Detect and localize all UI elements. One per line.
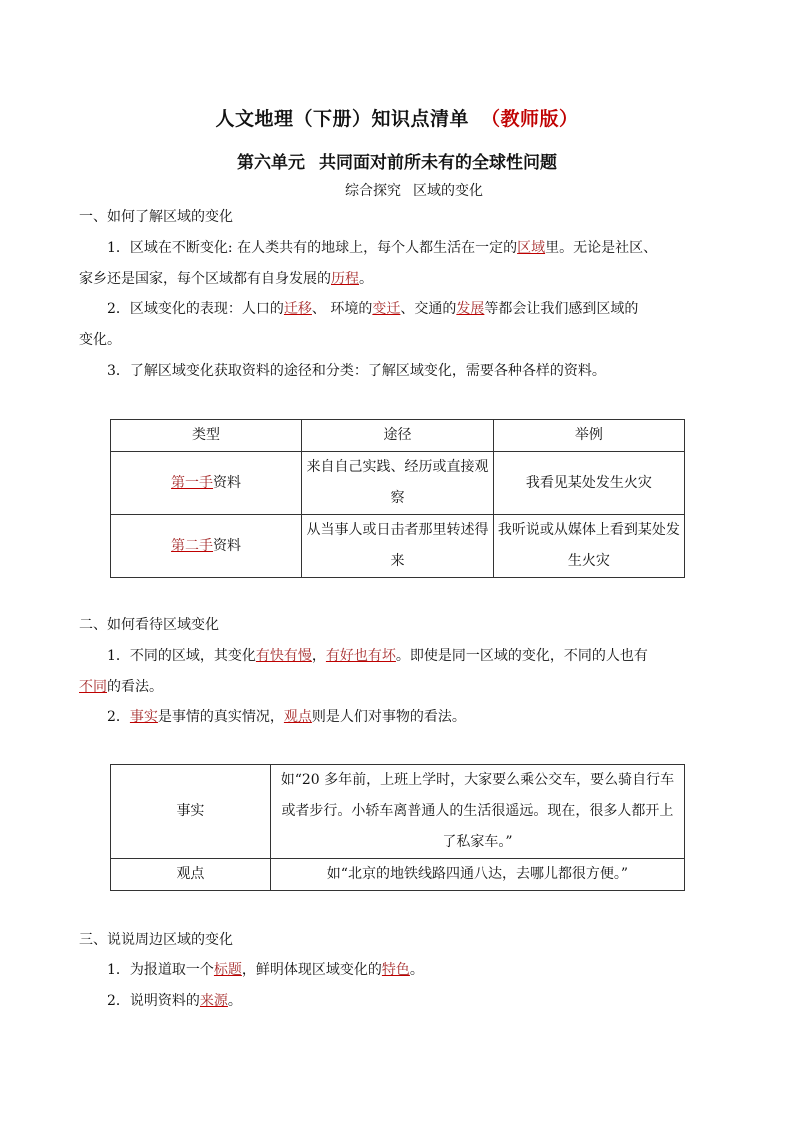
table-row xyxy=(111,515,685,578)
s2-paragraph-2: 2．事实是事情的真实情况，观点则是人们对事物的看法。 xyxy=(107,709,466,725)
table-row xyxy=(111,859,685,891)
s1-paragraph-1 xyxy=(79,233,719,295)
header-example: 举例 xyxy=(493,420,684,452)
s1-p1-key-history: 历程 xyxy=(331,271,359,287)
s1-p2-text-g: 等都会让我们感到区域的 xyxy=(484,301,639,317)
table-row xyxy=(111,765,685,859)
s1-p1-key-region: 区域 xyxy=(517,240,546,256)
s3-paragraph-1: 1．为报道取一个标题，鲜明体现区域变化的特色。 xyxy=(107,962,424,978)
s1-p2-key-migration: 迁移 xyxy=(283,301,312,317)
s1-p2-text-e: 、交通的 xyxy=(400,301,457,317)
s2-p1-text-c: ， xyxy=(311,648,326,664)
lesson-label: 综合探究 xyxy=(345,183,401,199)
lesson-title xyxy=(0,180,794,200)
s2-p1-text-g: 的看法。 xyxy=(107,679,163,695)
title-tag: （教师版） xyxy=(481,108,579,130)
cell-label: 事实 xyxy=(111,765,271,859)
s1-p2-key-development: 发展 xyxy=(456,301,485,317)
header-type: 类型 xyxy=(111,420,302,452)
header-way: 途径 xyxy=(302,420,494,452)
section-1-heading: 一、如何了解区域的变化 xyxy=(79,209,233,225)
s2-p1-key-different: 不同 xyxy=(79,679,107,695)
unit-name: 共同面对前所未有的全球性问题 xyxy=(319,153,557,173)
cell-type: 第一手资料 xyxy=(111,452,302,515)
table-row xyxy=(111,452,685,515)
s2-p1-text-a: 1．不同的区域，其变化 xyxy=(107,648,256,664)
cell-type: 第二手资料 xyxy=(111,515,302,578)
s1-p3-text: 3．了解区域变化获取资料的途径和分类：了解区域变化，需要各种各样的资料。 xyxy=(107,363,606,379)
unit-label: 第六单元 xyxy=(237,153,305,173)
s1-p1-text-a: 1．区域在不断变化: 在人类共有的地球上，每个人都生活在一定的 xyxy=(107,240,518,256)
cell-label: 观点 xyxy=(111,859,271,891)
title-main: 人文地理（下册）知识点清单 xyxy=(215,108,469,130)
s2-p1-key-speed: 有快有慢 xyxy=(255,648,312,664)
fact-opinion-table xyxy=(110,764,685,891)
cell-way: 来自自己实践、经历或直接观察 xyxy=(302,452,494,515)
s3-p1-key-feature: 特色 xyxy=(381,962,410,978)
s2-p1-text-e: 。即使是同一区域的变化，不同的人也有 xyxy=(395,648,648,664)
s1-paragraph-3 xyxy=(79,356,719,387)
s1-p2-key-change: 变迁 xyxy=(372,301,401,317)
s3-p1-key-title: 标题 xyxy=(213,962,242,978)
table-header-row xyxy=(111,420,685,452)
s1-p1-text-f: 。 xyxy=(359,271,373,287)
s2-p2-key-opinion: 观点 xyxy=(283,709,312,725)
section-2-heading: 二、如何看待区域变化 xyxy=(79,617,219,633)
s1-p2-text-h: 变化。 xyxy=(79,332,121,348)
cell-example: 我看见某处发生火灾 xyxy=(493,452,684,515)
s3-paragraph-2: 2．说明资料的来源。 xyxy=(107,993,242,1009)
section-3-heading: 三、说说周边区域的变化 xyxy=(79,932,233,948)
page-title xyxy=(0,104,794,131)
s2-p1-key-quality: 有好也有坏 xyxy=(325,648,396,664)
cell-text: 如“20 多年前，上班上学时，大家要么乘公交车，要么骑自行车或者步行。小轿车离普通人的生活很遥远。现在，很多人都开上了私家车。” xyxy=(270,765,684,859)
cell-example: 我听说或从媒体上看到某处发生火灾 xyxy=(493,515,684,578)
s2-paragraph-1 xyxy=(79,641,719,703)
s3-p2-key-source: 来源 xyxy=(199,993,228,1009)
s2-p2-key-fact: 事实 xyxy=(129,709,158,725)
unit-title xyxy=(0,148,794,173)
sources-table xyxy=(110,419,685,578)
s1-p2-text-c: 、 环境的 xyxy=(311,301,373,317)
s1-p2-text-a: 2．区域变化的表现：人口的 xyxy=(107,301,284,317)
cell-way: 从当事人或日击者那里转述得来 xyxy=(302,515,494,578)
cell-text: 如“北京的地铁线路四通八达，去哪儿都很方便。” xyxy=(270,859,684,891)
s1-p1-text-c: 里。无论是社区、 xyxy=(545,240,658,256)
s1-paragraph-2 xyxy=(79,294,719,356)
s1-p1-text-d: 家乡还是国家，每个区域都有自身发展的 xyxy=(79,271,331,287)
lesson-name: 区域的变化 xyxy=(413,183,483,199)
